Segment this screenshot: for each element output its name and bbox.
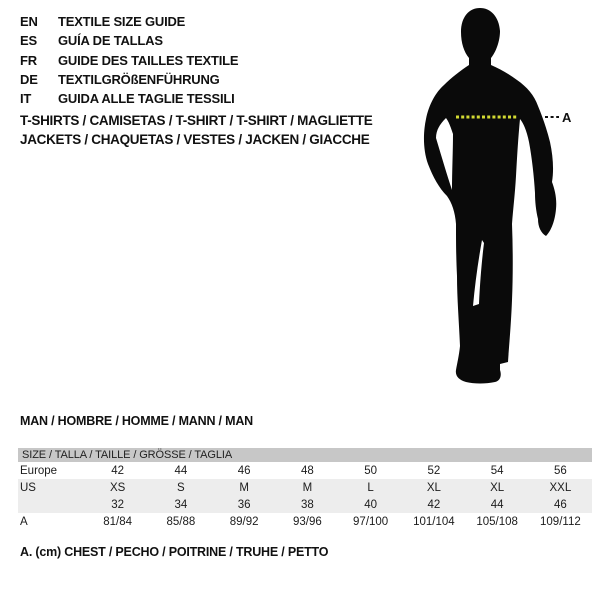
- measurement-footnote: A. (cm) CHEST / PECHO / POITRINE / TRUHE / PETTO: [20, 545, 329, 559]
- language-text: TEXTILGRÖßENFÜHRUNG: [58, 71, 220, 87]
- language-code: IT: [20, 91, 32, 107]
- size-cell: L: [367, 481, 374, 494]
- size-cell: M: [239, 481, 249, 494]
- size-cell: 44: [174, 464, 188, 477]
- language-row: [20, 51, 238, 70]
- size-cell: M: [302, 481, 313, 494]
- language-list: [20, 12, 238, 108]
- language-row: [20, 70, 238, 89]
- language-text: GUIDA ALLE TAGLIE TESSILI: [58, 91, 235, 107]
- size-cell: 109/112: [540, 515, 581, 528]
- category-line: T-SHIRTS / CAMISETAS / T-SHIRT / T-SHIRT / MAGLIETTE: [20, 113, 373, 128]
- size-cell: 54: [490, 464, 504, 477]
- size-cell: 85/88: [166, 515, 196, 528]
- size-cell: 56: [553, 464, 567, 477]
- table-row: [18, 462, 592, 479]
- size-cell: 50: [364, 464, 378, 477]
- size-cell: 40: [364, 498, 378, 511]
- language-text: TEXTILE SIZE GUIDE: [58, 14, 186, 29]
- size-cell: XL: [490, 481, 505, 494]
- size-cell: 34: [174, 498, 188, 511]
- language-code: DE: [20, 71, 38, 87]
- size-cell: 89/92: [229, 515, 259, 528]
- table-row: [18, 513, 592, 530]
- language-code: ES: [20, 33, 37, 49]
- size-table-body: [18, 462, 592, 530]
- size-cell: XXL: [549, 481, 572, 494]
- size-cell: 32: [111, 498, 125, 511]
- size-cell: 46: [237, 464, 251, 477]
- man-silhouette-svg: [400, 0, 585, 400]
- size-cell: 52: [427, 464, 441, 477]
- language-row: [20, 89, 238, 108]
- size-cell: XL: [426, 481, 441, 494]
- size-cell: 42: [111, 464, 125, 477]
- table-row: [18, 479, 592, 496]
- language-code: EN: [20, 14, 38, 29]
- size-table: [18, 448, 592, 530]
- size-cell: 101/104: [413, 515, 455, 528]
- size-cell: XS: [109, 481, 126, 494]
- size-cell: 97/100: [353, 515, 389, 528]
- man-silhouette-figure: [400, 0, 585, 400]
- size-table-header: SIZE / TALLA / TAILLE / GRÖSSE / TAGLIA: [18, 448, 592, 462]
- language-text: GUÍA DE TALLAS: [58, 33, 163, 49]
- size-cell: 81/84: [103, 515, 133, 528]
- category-list: [20, 111, 372, 149]
- row-label: A: [20, 515, 28, 528]
- language-code: FR: [20, 52, 37, 68]
- size-cell: 93/96: [292, 515, 322, 528]
- language-row: [20, 31, 238, 50]
- table-row: [18, 496, 592, 513]
- measure-label-a: A: [562, 110, 572, 125]
- row-label: US: [20, 481, 36, 494]
- language-text: GUIDE DES TAILLES TEXTILE: [58, 52, 239, 68]
- size-cell: S: [177, 481, 185, 494]
- row-label: Europe: [20, 464, 58, 477]
- size-cell: 42: [427, 498, 441, 511]
- size-cell: 44: [490, 498, 504, 511]
- man-silhouette: [424, 8, 556, 384]
- size-cell: 46: [553, 498, 567, 511]
- size-cell: 38: [300, 498, 314, 511]
- language-row: [20, 12, 238, 31]
- size-cell: 48: [300, 464, 314, 477]
- size-cell: 105/108: [476, 515, 518, 528]
- size-cell: 36: [237, 498, 251, 511]
- section-title: MAN / HOMBRE / HOMME / MANN / MAN: [20, 414, 253, 428]
- category-line: JACKETS / CHAQUETAS / VESTES / JACKEN / GIACCHE: [20, 132, 370, 147]
